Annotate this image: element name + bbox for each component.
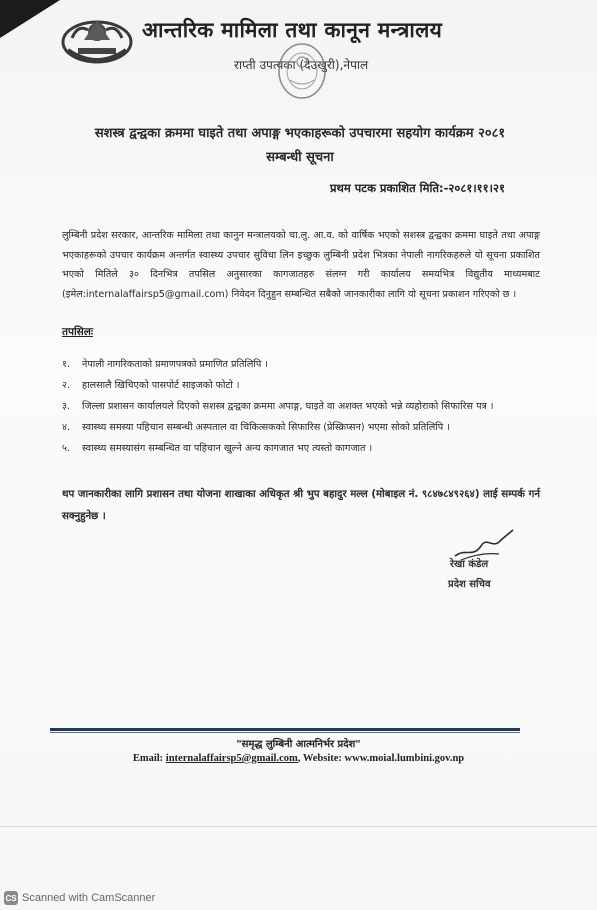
- corner-shadow: [0, 0, 60, 38]
- first-published-date: प्रथम पटक प्रकाशित मिति:-२०८१।११।२१: [330, 181, 505, 195]
- notice-title: [40, 122, 560, 170]
- list-item-number: २.: [62, 380, 71, 391]
- ministry-title: आन्तरिक मामिला तथा कानून मन्त्रालय: [142, 17, 443, 42]
- footer-divider-thin: [50, 732, 520, 733]
- list-item-text: स्वास्थ्य समस्यासंग सम्बन्धित वा पहिचान खुल्ने अन्य कागजात भए त्यस्तो कागजात ।: [82, 443, 373, 454]
- notice-body-paragraph: लुम्बिनी प्रदेश सरकार, आन्तरिक मामिला तथा कानुन मन्त्रालयको चा.लु. आ.व. को वार्षिक भएको सशस्त्र द्वन्द्वका क्रममा घाइते तथा अपाङ्ग भएकाहरूको उपचार कार्यक्रम अन्तर्गत स्वास्थ्य उपचार सुविधा लिन इच्छुक लुम्बिनी प्रदेश भित्रका नेपाली नागरिकहरुले यो सूचना प्रकाशित भएको मितिले ३० दिनभित्र तपसिल अनुसारका कागजातहरु संलग्न गरी कार्यालय समयभित्र विद्युतीय माध्यमबाट (इमेल:internalaffairsp5@gmail.com) निवेदन दिनुहुन सम्बन्धित सबैको जानकारीका लागि यो सूचना प्रकाशन गरिएको छ ।: [62, 230, 540, 300]
- list-item-text: नेपाली नागरिकताको प्रमाणपत्रको प्रमाणित प्रतिलिपि ।: [82, 359, 269, 370]
- list-item: [62, 419, 542, 437]
- footer-divider: [50, 728, 520, 731]
- list-item-text: हालसालै खिचिएको पासपोर्ट साइजको फोटो ।: [82, 380, 240, 391]
- camscanner-watermark: [4, 890, 155, 906]
- notice-title-line2: सम्बन्धी सूचना: [266, 150, 334, 165]
- camscanner-label: Scanned with CamScanner: [22, 892, 156, 904]
- email-link[interactable]: internalaffairsp5@gmail.com: [165, 753, 298, 764]
- ministry-address: राप्ती उपत्यका (देउखुरी),नेपाल: [234, 58, 369, 72]
- list-item: [62, 398, 542, 416]
- footer-slogan: "समृद्ध लुम्बिनी आत्मनिर्भर प्रदेश": [236, 739, 361, 750]
- website-link[interactable]: www.moial.lumbini.gov.np: [344, 753, 465, 764]
- signatory-title: प्रदेश सचिव: [448, 579, 491, 590]
- list-item-number: १.: [62, 359, 71, 370]
- office-seal-stamp: [276, 40, 328, 102]
- list-item: [62, 377, 542, 395]
- signatory-name: रेखा कंडेल: [450, 559, 489, 570]
- list-item-text: जिल्ला प्रशासन कार्यालयले दिएको सशस्त्र द्वन्द्वका क्रममा अपाङ्ग, घाइते वा अशक्त भएको भन्ने व्यहोराको सिफारिस पत्र ।: [82, 401, 494, 412]
- email-label: Email:: [132, 753, 166, 764]
- list-item-number: ५.: [62, 443, 71, 454]
- camscanner-icon: CS: [4, 891, 18, 905]
- list-item-text: स्वास्थ्य समस्या पहिचान सम्बन्धी अस्पताल वा चिकित्सकको सिफारिस (प्रेस्क्रिप्सन) भएमा सोको प्रतिलिपि ।: [82, 422, 450, 433]
- list-item: [62, 356, 542, 374]
- contact-paragraph: थप जानकारीका लागि प्रशासन तथा योजना शाखाका अधिकृत श्री भुप बहादुर मल्ल (मोबाइल नं. ९८४७८४९२६४) लाई सम्पर्क गर्न सक्नुहुनेछ ।: [62, 489, 540, 522]
- list-item-number: ३.: [62, 401, 71, 412]
- nepal-emblem-logo: [58, 10, 136, 68]
- notice-title-line1: सशस्त्र द्वन्द्वका क्रममा घाइते तथा अपाङ्ग भएकाहरूको उपचारमा सहयोग कार्यक्रम २०८१: [94, 126, 506, 141]
- details-heading: तपसिलः: [62, 326, 94, 338]
- scan-edge-line: [0, 826, 597, 827]
- footer-contact-line: [0, 753, 597, 764]
- required-documents-list: [62, 356, 542, 461]
- website-label: , Website:: [297, 753, 345, 764]
- list-item-number: ४.: [62, 422, 71, 433]
- list-item: [62, 440, 542, 458]
